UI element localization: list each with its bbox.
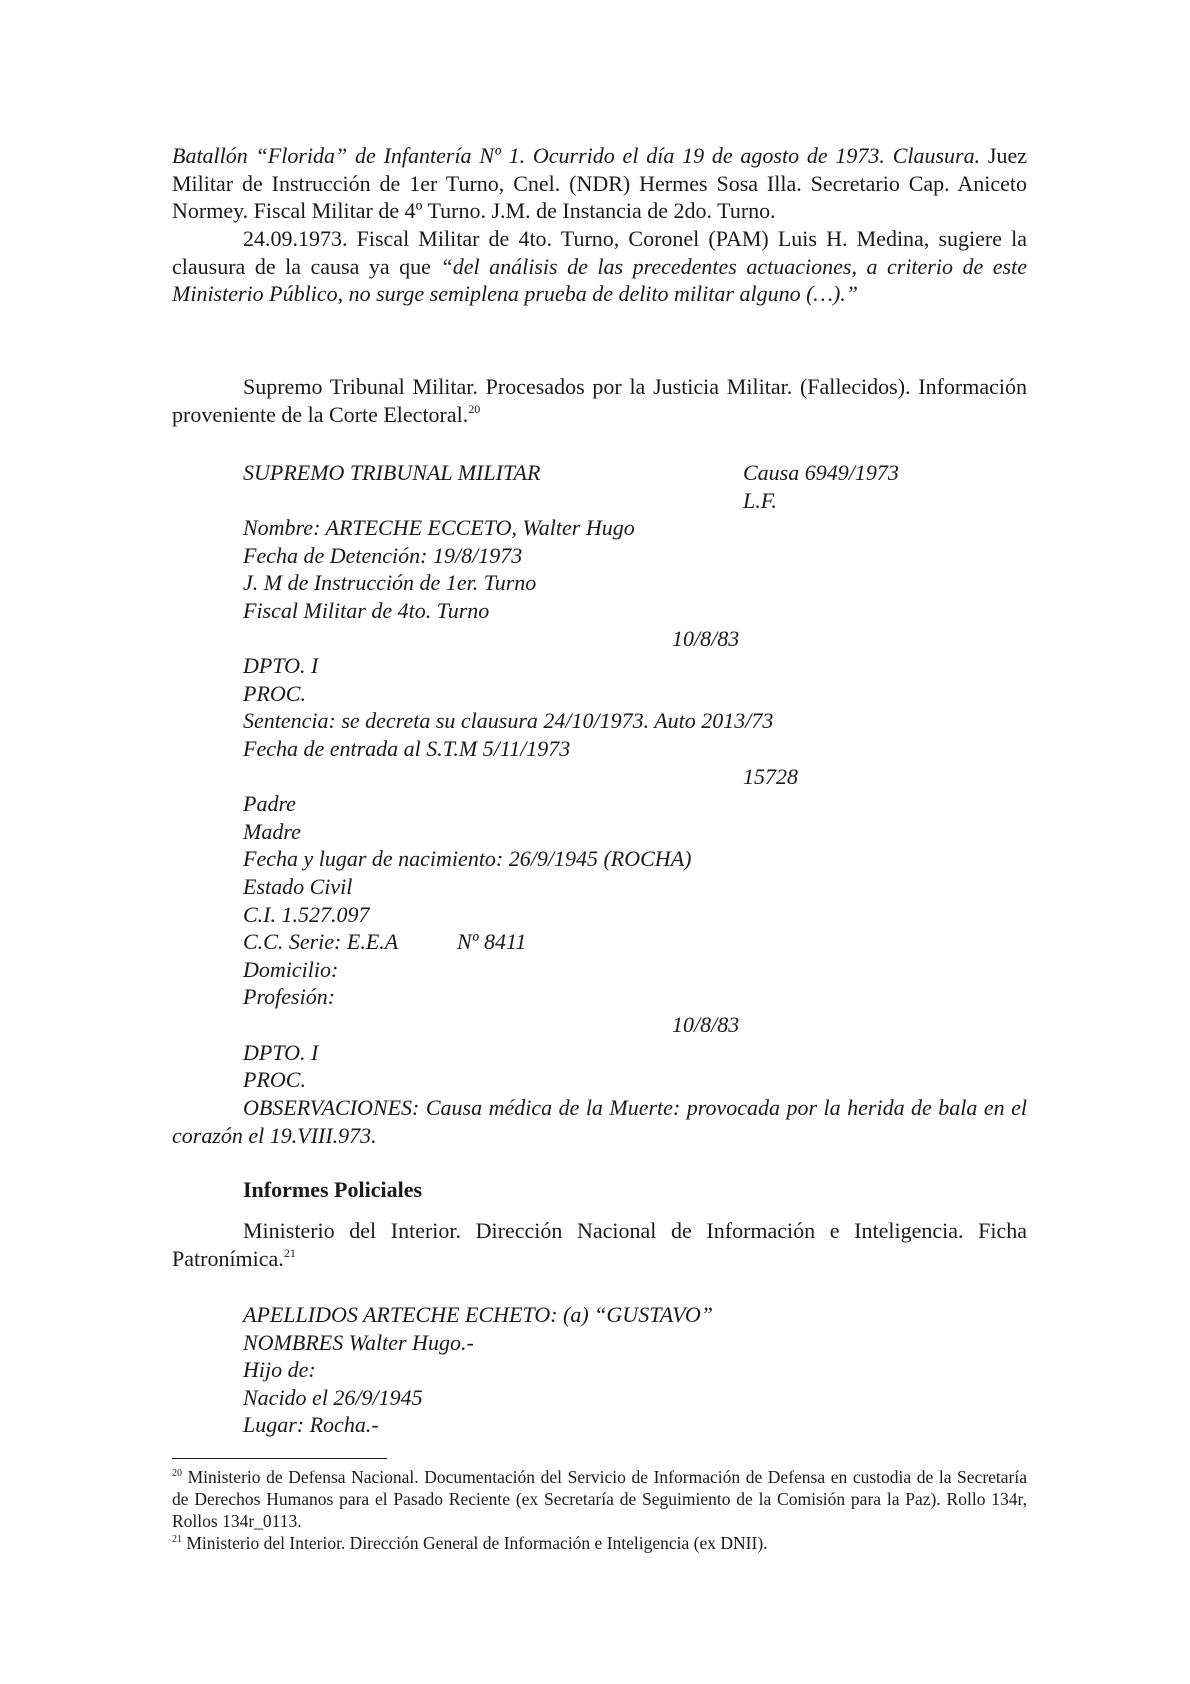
record-dept-2: DPTO. I: [243, 1040, 319, 1065]
case-details: Juez Militar de Instrucción de 1er Turno, Cnel. (NDR) Hermes Sosa Illa. Secretario Cap. Aniceto Normey. Fiscal Militar de 4º Turno. J.M. de Instancia de 2do. Turno.: [172, 143, 1027, 224]
record2-surnames: APELLIDOS ARTECHE ECHETO: (a) “GUSTAVO”: [243, 1302, 714, 1327]
record-civil-status: Estado Civil: [243, 874, 353, 899]
paragraph-fiscal: [172, 225, 1027, 308]
record-observations: OBSERVACIONES: Causa médica de la Muerte: provocada por la herida de bala en el corazón el 19.VIII.973.: [172, 1095, 1027, 1148]
footnote-number-20: 20: [172, 1468, 182, 1479]
record-entry-date: Fecha de entrada al S.T.M 5/11/1973: [243, 736, 571, 761]
record-date-2: 10/8/83: [672, 1012, 740, 1037]
record-mother: Madre: [243, 819, 301, 844]
ministry-text: Ministerio del Interior. Dirección Nacional de Información e Inteligencia. Ficha Patronímica.: [172, 1218, 1027, 1271]
footnote-ref-20: 20: [468, 401, 481, 416]
record2-born: Nacido el 26/9/1945: [243, 1385, 423, 1410]
record-number: 15728: [743, 764, 798, 789]
fiscal-text: 24.09.1973. Fiscal Militar de 4to. Turno, Coronel (PAM) Luis H. Medina, sugiere la clausura de la causa ya que: [172, 226, 1027, 279]
record2-place: Lugar: Rocha.-: [243, 1412, 379, 1437]
record-header-left: SUPREMO TRIBUNAL MILITAR: [243, 460, 541, 485]
footnote-ref-21: 21: [283, 1245, 296, 1260]
record-detention-date: Fecha de Detención: 19/8/1973: [243, 543, 523, 568]
footnote-21: [172, 1532, 1027, 1554]
footnote-text-20: Ministerio de Defensa Nacional. Documentación del Servicio de Información de Defensa en custodia de la Secretaría de Derechos Humanos para el Pasado Reciente (ex Secretaría de Seguimiento de la Comisión para la Paz). Rollo 134r, Rollos 134r_0113.: [172, 1467, 1027, 1531]
paragraph-case-summary: [172, 142, 1027, 225]
record-judge: J. M de Instrucción de 1er. Turno: [243, 570, 537, 595]
record-profession: Profesión:: [243, 984, 336, 1009]
record-proc-2: PROC.: [243, 1067, 306, 1092]
paragraph-ministry: [172, 1217, 1027, 1272]
record-cc-number: Nº 8411: [457, 929, 527, 954]
footnote-20: [172, 1466, 1027, 1532]
record-birth: Fecha y lugar de nacimiento: 26/9/1945 (ROCHA): [243, 846, 692, 871]
footnote-text-21: Ministerio del Interior. Dirección General de Información e Inteligencia (ex DNII).: [182, 1533, 768, 1553]
record-fiscal: Fiscal Militar de 4to. Turno: [243, 598, 490, 623]
record-date-1: 10/8/83: [672, 626, 740, 651]
record-header-initials: L.F.: [743, 488, 777, 513]
record-sentence: Sentencia: se decreta su clausura 24/10/1973. Auto 2013/73: [243, 708, 774, 733]
fiscal-quote: “del análisis de las precedentes actuaciones, a criterio de este Ministerio Público, no surge semiplena prueba de delito militar alguno (…).”: [172, 253, 1027, 307]
record-name: Nombre: ARTECHE ECCETO, Walter Hugo: [243, 515, 635, 540]
record-father: Padre: [243, 791, 296, 816]
case-title: Batallón “Florida” de Infantería Nº 1. Ocurrido el día 19 de agosto de 1973. Clausura.: [172, 143, 981, 168]
record-header-case: Causa 6949/1973: [743, 460, 899, 485]
record-id: C.I. 1.527.097: [243, 902, 370, 927]
record2-child-of: Hijo de:: [243, 1357, 316, 1382]
footnote-separator: [172, 1458, 387, 1459]
record-cc-series: C.C. Serie: E.E.A: [243, 929, 399, 954]
section-heading: Informes Policiales: [243, 1177, 423, 1202]
tribunal-text: Supremo Tribunal Militar. Procesados por la Justicia Militar. (Fallecidos). Información proveniente de la Corte Electoral.: [172, 374, 1027, 427]
record-address: Domicilio:: [243, 957, 339, 982]
footnote-number-21: 21: [172, 1534, 182, 1545]
record-dept-1: DPTO. I: [243, 653, 319, 678]
paragraph-tribunal: [172, 373, 1027, 428]
record2-names: NOMBRES Walter Hugo.-: [243, 1330, 474, 1355]
record-proc-1: PROC.: [243, 681, 306, 706]
